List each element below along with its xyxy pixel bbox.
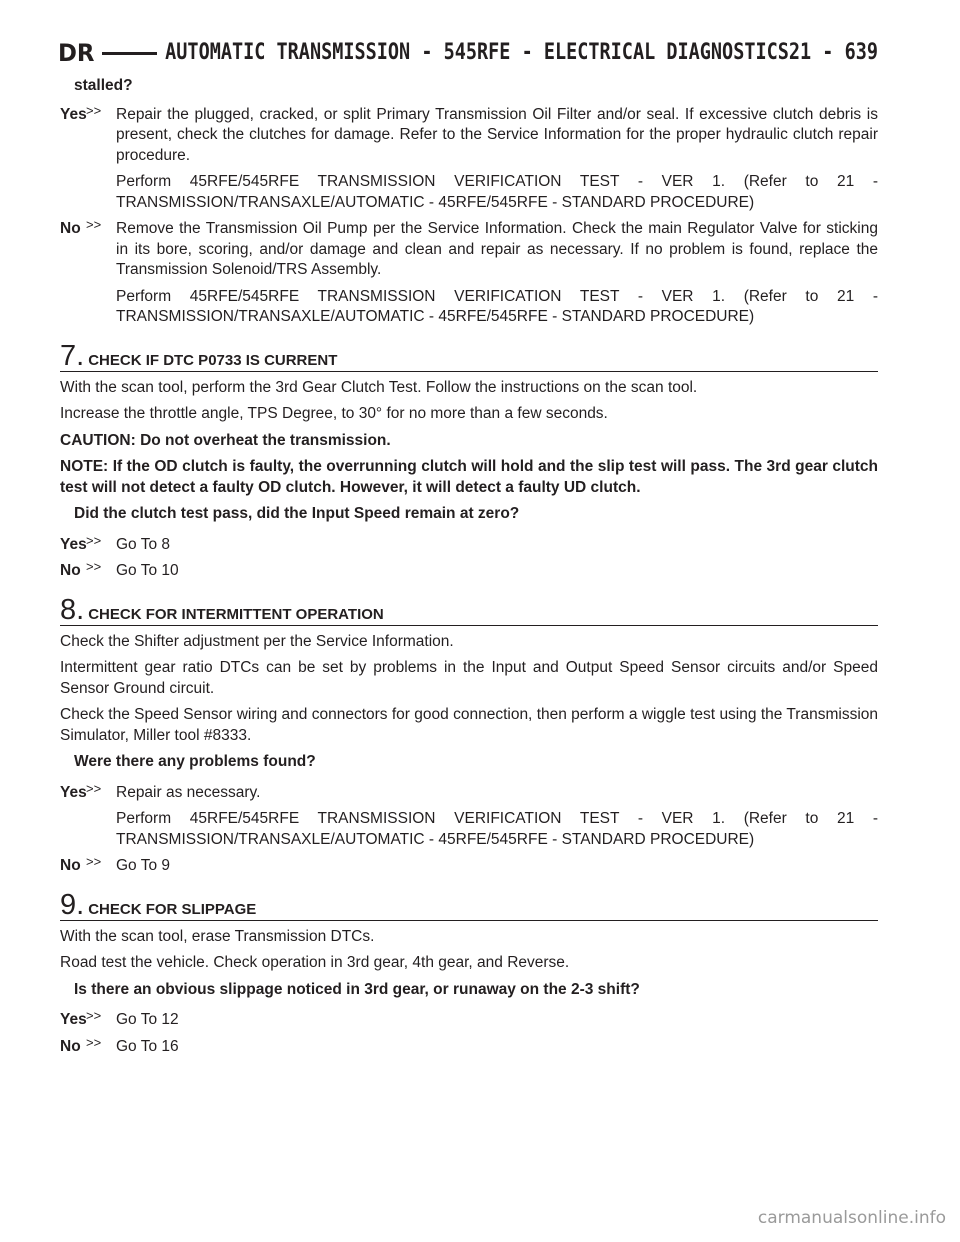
step-title: CHECK IF DTC P0733 IS CURRENT [88,351,338,369]
answer-label: Yes [60,535,87,553]
arrow-marker: >> [86,1008,102,1023]
instruction-text: With the scan tool, perform the 3rd Gear Clutch Test. Follow the instructions on the scan tool. [60,378,698,396]
step-number: 8. [60,593,85,626]
answer-label: No [60,857,81,874]
question-text: stalled? [74,77,133,94]
instruction-text: Road test the vehicle. Check operation in 3rd gear, 4th gear, and Reverse. [60,954,570,971]
arrow-marker: >> [86,102,102,118]
answer-label: Yes [60,105,87,123]
answer-body [116,856,878,877]
answer-yes [60,1010,878,1031]
answer-label: No [60,562,81,579]
answer-body [116,219,878,328]
arrow-marker: >> [86,217,102,232]
vehicle-code: DR [58,38,95,67]
answer-yes [60,780,878,851]
answer-text: Repair the plugged, cracked, or split Primary Transmission Oil Filter and/or seal. If excessive clutch debris is present, check the clutches for damage. Refer to the Service Information for the proper hydraulic clutch repair procedure. [116,105,878,164]
instruction-text: Increase the throttle angle, TPS Degree, to 30° for no more than a few seconds. [60,405,608,422]
answer-label: Yes [60,783,87,801]
answer-text: Remove the Transmission Oil Pump per the Service Information. Check the main Regulator Valve for sticking in its bore, scoring, and/or damage and clean and repair as necessary. If no problem is found, replace the Transmission Solenoid/TRS Assembly. [116,220,878,278]
answer-body [116,1010,878,1031]
goto-text: Go To 16 [116,1037,179,1055]
instruction-text: Intermittent gear ratio DTCs can be set by problems in the Input and Output Speed Sensor circuits and/or Speed Sensor Ground circuit. [60,659,878,697]
goto-text: Go To 8 [116,535,171,553]
answer-text: Perform 45RFE/545RFE TRANSMISSION VERIFICATION TEST - VER 1. (Refer to 21 - TRANSMISSION/TRANSAXLE/AUTOMATIC - 45RFE/545RFE - STANDARD PROCEDURE) [116,810,878,848]
step-number: 7. [60,339,85,372]
step-heading [60,593,878,626]
arrow-marker: >> [86,559,102,574]
answer-no [60,1034,878,1058]
step-title: CHECK FOR SLIPPAGE [88,900,257,918]
question-text: Is there an obvious slippage noticed in 3rd gear, or runaway on the 2-3 shift? [74,980,640,998]
arrow-marker: >> [86,854,102,869]
instruction-text: Check the Shifter adjustment per the Service Information. [60,632,454,650]
caution-text: CAUTION: Do not overheat the transmission. [60,431,391,449]
answer-body [116,561,878,582]
answer-text: Perform 45RFE/545RFE TRANSMISSION VERIFICATION TEST - VER 1. (Refer to 21 - TRANSMISSION/TRANSAXLE/AUTOMATIC - 45RFE/545RFE - STANDARD PROCEDURE) [116,173,878,211]
watermark-link[interactable]: carmanualsonline.info [757,1207,946,1228]
answer-body [116,105,878,214]
step-number: 9. [60,888,85,921]
goto-text: Go To 10 [116,562,179,579]
answer-body [116,1037,878,1058]
answer-label: No [60,220,81,237]
page-content [60,76,878,1063]
answer-yes [60,532,878,556]
goto-text: Go To 9 [116,857,171,874]
section-title: AUTOMATIC TRANSMISSION - 545RFE - ELECTRICAL DIAGNOSTICS [165,39,789,65]
step-heading [60,339,878,372]
question-text: Did the clutch test pass, did the Input Speed remain at zero? [74,505,520,522]
answer-no [60,856,878,877]
answer-no [60,561,878,582]
note-text: NOTE: If the OD clutch is faulty, the overrunning clutch will hold and the slip test will pass. The 3rd gear clutch test will not detect a faulty OD clutch. However, it will detect a faulty UD clutch. [60,458,878,496]
arrow-marker: >> [86,780,102,796]
answer-text: Repair as necessary. [116,783,261,801]
instruction-text: Check the Speed Sensor wiring and connectors for good connection, then perform a wiggle test using the Transmission Simulator, Miller tool #8333. [60,706,878,744]
goto-text: Go To 12 [116,1011,179,1028]
answer-body [116,783,878,851]
header-rule [102,52,157,55]
answer-yes [60,102,878,214]
answer-label: Yes [60,1011,87,1028]
question-text: Were there any problems found? [74,753,316,770]
answer-body [116,535,878,556]
answer-label: No [60,1037,81,1055]
step-heading [60,888,878,921]
page-number: 21 - 639 [788,39,878,65]
instruction-text: With the scan tool, erase Transmission DTCs. [60,927,375,945]
arrow-marker: >> [86,532,102,548]
step-title: CHECK FOR INTERMITTENT OPERATION [88,605,384,623]
page-header [58,38,878,68]
answer-no [60,219,878,328]
answer-text: Perform 45RFE/545RFE TRANSMISSION VERIFICATION TEST - VER 1. (Refer to 21 - TRANSMISSION/TRANSAXLE/AUTOMATIC - 45RFE/545RFE - STANDARD PROCEDURE) [116,287,878,325]
arrow-marker: >> [86,1034,102,1050]
